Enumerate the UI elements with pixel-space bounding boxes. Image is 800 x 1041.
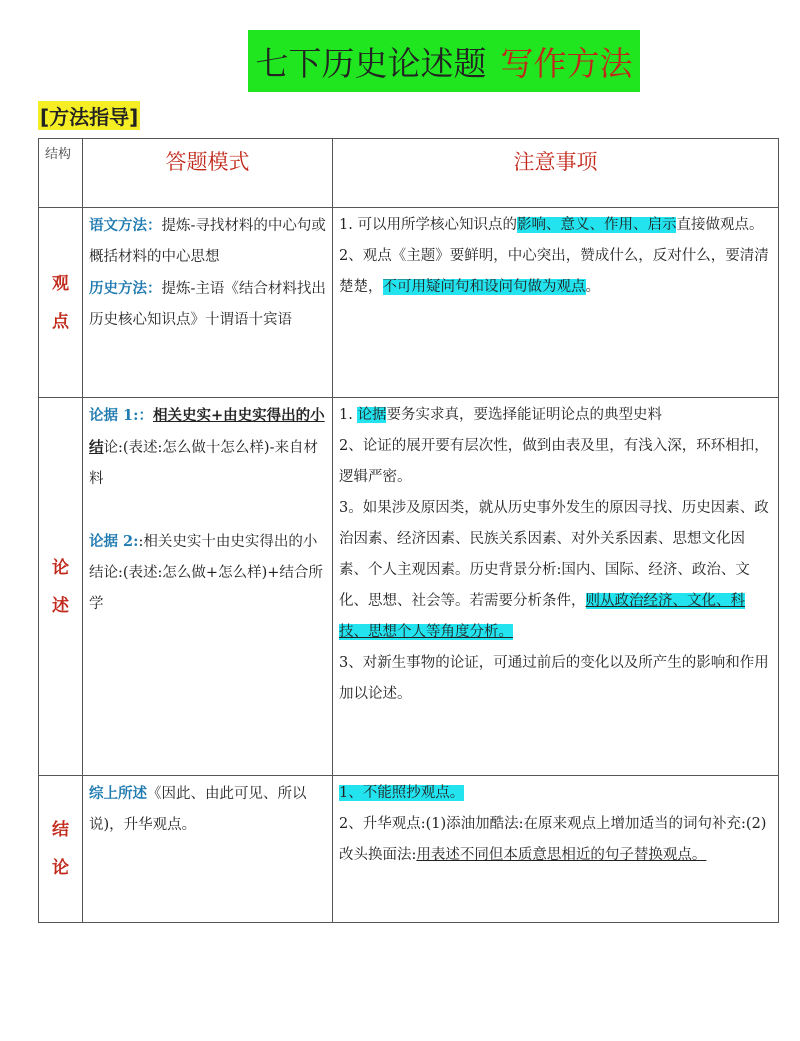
highlight-text: 不可用疑问句和设问句做为观点 (382, 279, 586, 295)
mode-cell (83, 398, 333, 776)
page-title (248, 30, 640, 92)
title-accent: 写作方法 (500, 43, 633, 83)
table-header-row (39, 139, 779, 208)
key-label: 论据 1:： (89, 407, 153, 424)
key-label: 历史方法： (89, 280, 162, 297)
mode-cell (83, 776, 333, 923)
header-mode: 答题模式 (83, 139, 333, 208)
note-text: 2、升华观点:(1)添油加酷法:在原来观点上增加适当的词句补充:(2)改头换面法: (339, 816, 767, 863)
mode-text: 提炼-主语《结合材料找出历史核心知识点》十谓语十宾语 (89, 281, 326, 328)
section-label: [方法指导] (38, 101, 140, 130)
highlight-text: 则从政治经济、文化、科技、思想个人等角度分析。 (339, 593, 745, 640)
note-text: 1. (339, 407, 358, 423)
note-text: 直接做观点。 (676, 217, 764, 233)
mode-text: 提炼-寻找材料的中心句或概括材料的中心思想 (89, 218, 326, 265)
underlined-text: 用表述不同但本质意思相近的句子替换观点。 (416, 847, 707, 863)
title-main: 七下历史论述题 (255, 43, 487, 83)
header-notes: 注意事项 (333, 139, 779, 208)
highlight-text: 1、不能照抄观点。 (339, 785, 465, 801)
note-text: 3。如果涉及原因类，就从历史事外发生的原因寻找、历史因素、政治因素、经济因素、民族关系因素、对外关系因素、思想文化因素、个人主观因素。历史背景分析:国内、国际、经济、政治、文化、思想、社会等。若需要分析条件， (339, 500, 769, 609)
method-table (38, 138, 779, 923)
key-label: 综上所述 (89, 785, 147, 802)
header-structure: 结构 (39, 139, 83, 208)
row-label: 论述 (39, 398, 83, 776)
mode-text: 论:(表述:怎么做十怎么样)-来自材料 (89, 440, 318, 487)
key-label: 语文方法： (89, 217, 162, 234)
mode-text: 《因此、由此可见、所以说)，升华观点。 (89, 786, 307, 833)
mode-cell (83, 208, 333, 398)
note-text: 1. 可以用所学核心知识点的 (339, 217, 517, 233)
table-row (39, 398, 779, 776)
underlined-text: 相关史实+由史实得出的小结 (89, 407, 325, 456)
key-label: 论据 2: (89, 533, 139, 550)
table-row (39, 208, 779, 398)
notes-cell (333, 208, 779, 398)
notes-cell (333, 776, 779, 923)
notes-cell (333, 398, 779, 776)
highlight-text: 影响、意义、作用、启示 (516, 217, 677, 233)
note-text: 。 (585, 279, 600, 295)
mode-text: :相关史实十由史实得出的小结论:(表述:怎么做+怎么样)+结合所学 (89, 534, 323, 612)
table-row (39, 776, 779, 923)
note-text: 2、观点《主题》要鲜明，中心突出，赞成什么，反对什么，要清清楚楚， (339, 248, 769, 295)
highlight-text: 论据 (357, 407, 387, 423)
row-label: 结论 (39, 776, 83, 923)
row-label: 观点 (39, 208, 83, 398)
note-text: 2、论证的展开要有层次性，做到由表及里，有浅入深，环环相扣，逻辑严密。 (339, 438, 769, 485)
note-text: 3、对新生事物的论证，可通过前后的变化以及所产生的影响和作用加以论述。 (339, 655, 769, 702)
note-text: 要务实求真，要选择能证明论点的典型史料 (386, 407, 662, 423)
